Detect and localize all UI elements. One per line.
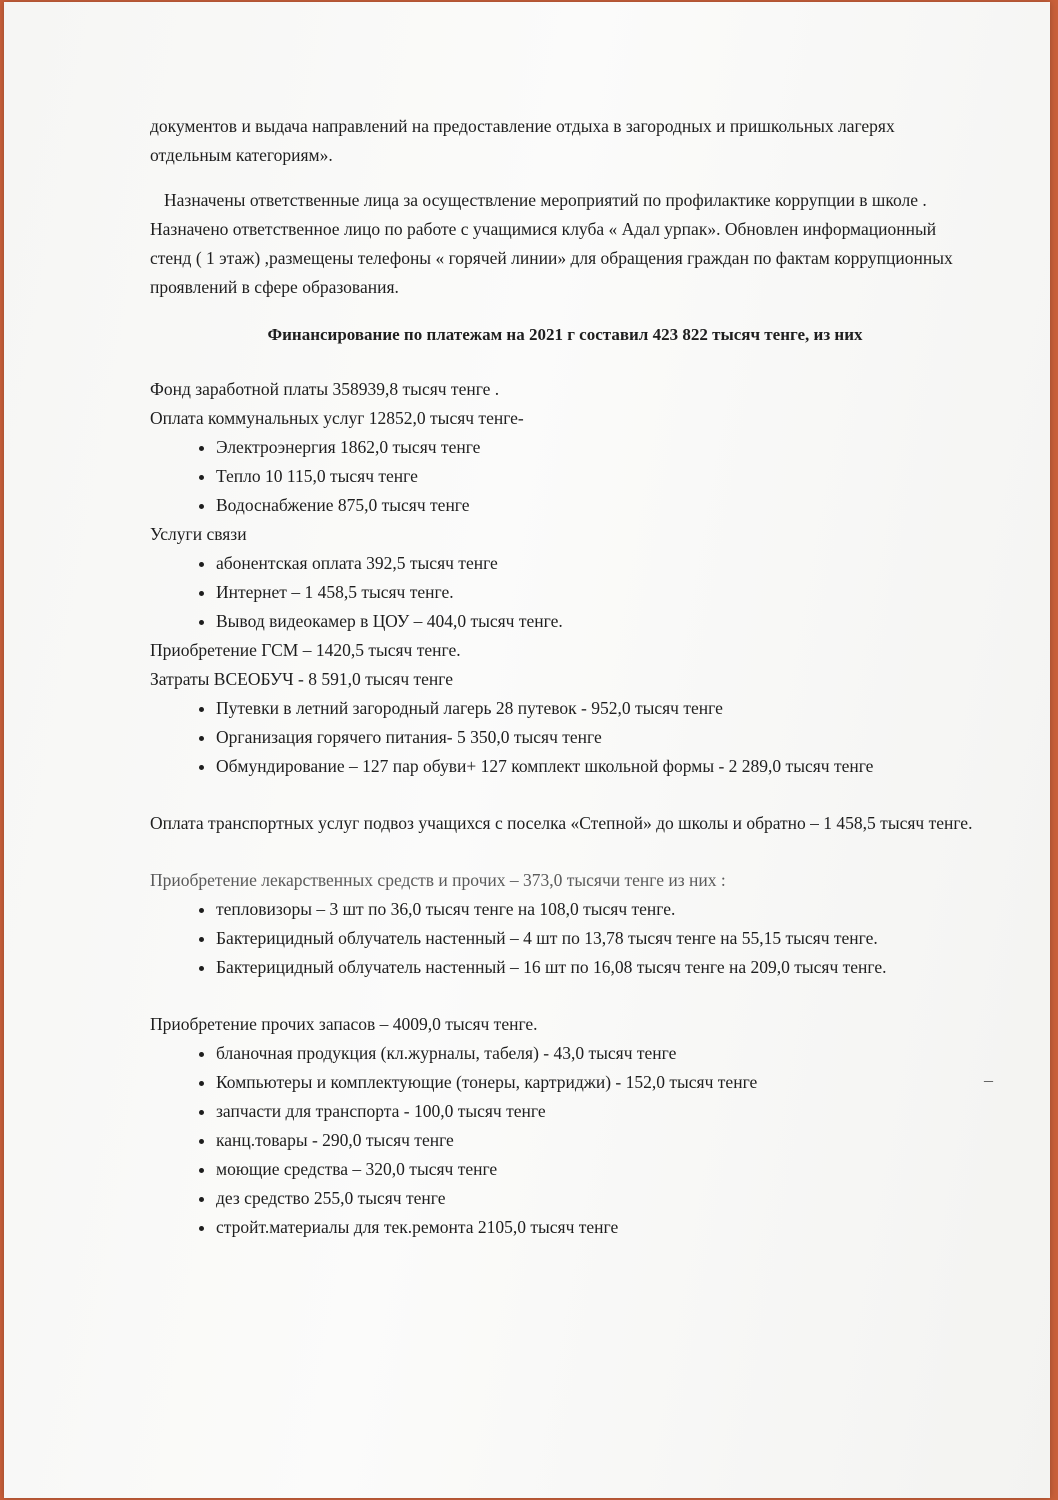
communication-title: Услуги связи [150, 524, 247, 544]
list-item: • Путевки в летний загородный лагерь 28 путевок - 952,0 тысяч тенге [216, 694, 980, 723]
utilities-list [150, 433, 980, 520]
medicine-title: Приобретение лекарственных средств и прочих – 373,0 тысячи тенге из них : [150, 870, 726, 890]
pen-mark-icon: – [984, 1070, 993, 1090]
vseobuch-list [150, 694, 980, 781]
salary-fund-line: Фонд заработной платы 358939,8 тысяч тенге . [150, 379, 500, 399]
list-item: • Обмундирование – 127 пар обуви+ 127 комплект школьной формы - 2 289,0 тысяч тенге [216, 752, 980, 781]
utilities-title: Оплата коммунальных услуг 12852,0 тысяч тенге- [150, 408, 524, 428]
list-item: • тепловизоры – 3 шт по 36,0 тысяч тенге на 108,0 тысяч тенге. [216, 895, 980, 924]
stock-list [150, 1039, 980, 1242]
vseobuch-title: Затраты ВСЕОБУЧ - 8 591,0 тысяч тенге [150, 669, 454, 689]
transport-line: Оплата транспортных услуг подвоз учащихся с поселка «Степной» до школы и обратно – 1 458,5 тысяч тенге. [150, 813, 973, 833]
list-item: • Бактерицидный облучатель настенный – 16 шт по 16,08 тысяч тенге на 209,0 тысяч тенге. [216, 953, 980, 982]
list-item: • моющие средства – 320,0 тысяч тенге [216, 1155, 980, 1184]
list-item: • Организация горячего питания- 5 350,0 тысяч тенге [216, 723, 980, 752]
stock-title: Приобретение прочих запасов – 4009,0 тысяч тенге. [150, 1014, 538, 1034]
paragraph-1: документов и выдача направлений на предоставление отдыха в загородных и пришкольных лагерях отдельным категориям». [150, 116, 895, 165]
list-item: • Тепло 10 115,0 тысяч тенге [216, 462, 980, 491]
list-item: • Электроэнергия 1862,0 тысяч тенге [216, 433, 980, 462]
fuel-line: Приобретение ГСМ – 1420,5 тысяч тенге. [150, 640, 461, 660]
list-item: • Интернет – 1 458,5 тысяч тенге. [216, 578, 980, 607]
list-item: • канц.товары - 290,0 тысяч тенге [216, 1126, 980, 1155]
paragraph-2: Назначены ответственные лица за осуществление мероприятий по профилактике коррупции в школе . Назначено ответственное лицо по работе с учащимися клуба « Адал урпак». Обновлен информационный стенд ( 1 этаж) ,размещены телефоны « горячей линии» для обращения граждан по фактам коррупционных проявлений в сфере образования. [150, 190, 953, 297]
list-item: • стройт.материалы для тек.ремонта 2105,0 тысяч тенге [216, 1213, 980, 1242]
list-item: • Компьютеры и комплектующие (тонеры, картриджи) - 152,0 тысяч тенге [216, 1068, 980, 1097]
financing-heading: Финансирование по платежам на 2021 г составил 423 822 тысяч тенге, из них [267, 325, 863, 344]
list-item: • Водоснабжение 875,0 тысяч тенге [216, 491, 980, 520]
list-item: • бланочная продукция (кл.журналы, табеля) - 43,0 тысяч тенге [216, 1039, 980, 1068]
list-item: • запчасти для транспорта - 100,0 тысяч тенге [216, 1097, 980, 1126]
document-body [150, 112, 980, 1242]
list-item: • Бактерицидный облучатель настенный – 4 шт по 13,78 тысяч тенге на 55,15 тысяч тенге. [216, 924, 980, 953]
list-item: • дез средство 255,0 тысяч тенге [216, 1184, 980, 1213]
medicine-list [150, 895, 980, 982]
communication-list [150, 549, 980, 636]
list-item: • Вывод видеокамер в ЦОУ – 404,0 тысяч тенге. [216, 607, 980, 636]
list-item: • абонентская оплата 392,5 тысяч тенге [216, 549, 980, 578]
paper-sheet [4, 2, 1050, 1498]
